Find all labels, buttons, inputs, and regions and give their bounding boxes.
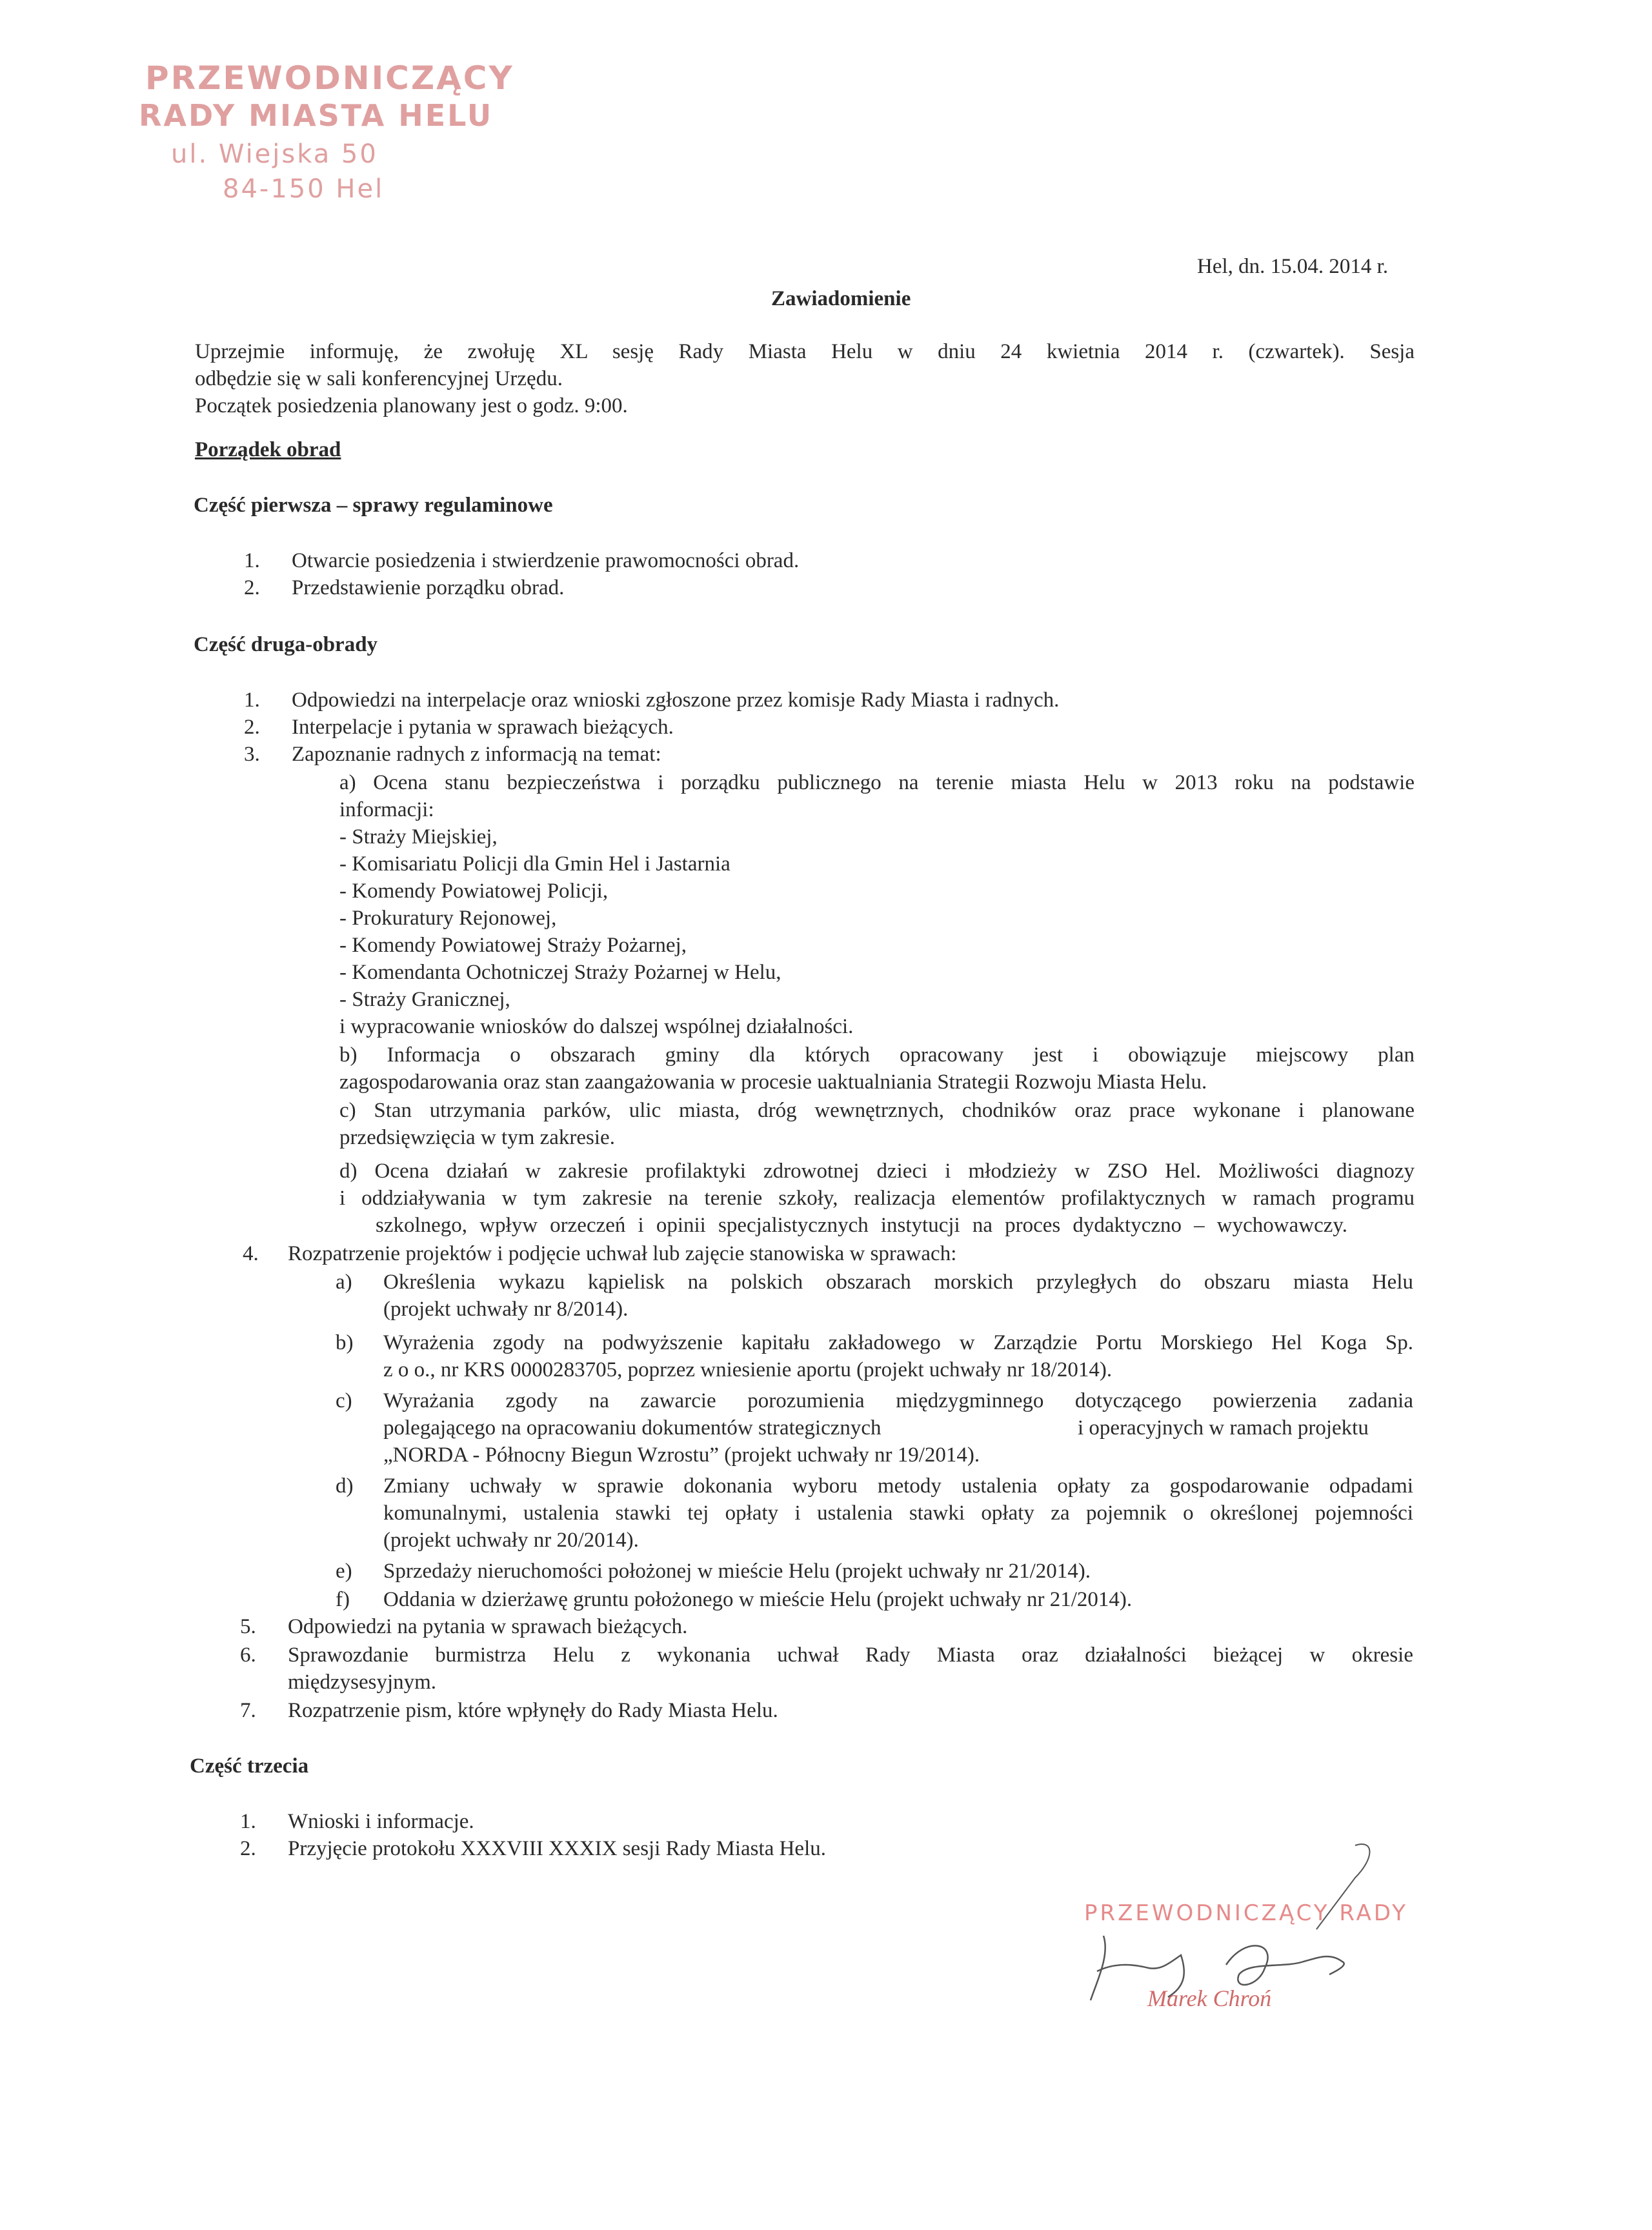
stamp-line-1: PRZEWODNICZĄCY <box>145 59 514 97</box>
part3-heading: Część trzecia <box>190 1754 309 1778</box>
sub-item-a-line-2: (projekt uchwały nr 8/2014). <box>383 1298 629 1321</box>
institution-item: - Straży Granicznej, <box>339 988 510 1011</box>
institution-item: - Komendanta Ochotniczej Straży Pożarnej w Helu, <box>339 961 781 984</box>
list-item: Otwarcie posiedzenia i stwierdzenie prawomocności obrad. <box>292 549 800 572</box>
list-item-number: 1. <box>240 1810 256 1833</box>
list-item: Rozpatrzenie pism, które wpłynęły do Rady Miasta Helu. <box>288 1699 778 1722</box>
item3-d-line-3: szkolnego, wpływ orzeczeń i opinii specjalistycznych instytucji na proces dydaktyczno – wychowawczy. <box>376 1214 1347 1237</box>
list-item-number: 2. <box>240 1837 256 1860</box>
list-item-number: 1. <box>244 688 260 712</box>
institution-item: - Komisariatu Policji dla Gmin Hel i Jastarnia <box>339 852 730 876</box>
list-item-number: 6. <box>240 1643 256 1667</box>
sub-item-d-line-1: Zmiany uchwały w sprawie dokonania wyboru metody ustalenia opłaty za gospodarowanie odpadami <box>383 1474 1413 1498</box>
sub-item-c-line-2b: i operacyjnych w ramach projektu <box>1078 1416 1369 1440</box>
item3-b-line-2: zagospodarowania oraz stan zaangażowania w procesie uaktualniania Strategii Rozwoju Miasta Helu. <box>339 1070 1207 1094</box>
item3-d-line-2: i oddziaływania w tym zakresie na terenie szkoły, realizacja elementów profilaktycznych w ramach programu <box>339 1187 1415 1210</box>
sub-item-c-line-1: Wyrażania zgody na zawarcie porozumienia międzygminnego dotyczącego powierzenia zadania <box>383 1389 1413 1412</box>
sub-letter: e) <box>336 1560 352 1583</box>
sub-item-d-line-3: (projekt uchwały nr 20/2014). <box>383 1529 639 1552</box>
list-item: Przyjęcie protokołu XXXVIII XXXIX sesji Rady Miasta Helu. <box>288 1837 826 1860</box>
sub-letter: d) <box>336 1474 354 1498</box>
intro-line-3: Początek posiedzenia planowany jest o godz. 9:00. <box>195 394 628 417</box>
institution-item: - Komendy Powiatowej Straży Pożarnej, <box>339 934 687 957</box>
stamp-line-2: RADY MIASTA HELU <box>139 98 494 133</box>
document-title: Zawiadomienie <box>771 287 911 310</box>
list-item-number: 5. <box>240 1615 256 1638</box>
part2-heading: Część druga-obrady <box>194 633 378 656</box>
item3-a-end: i wypracowanie wniosków do dalszej wspólnej działalności. <box>339 1015 854 1038</box>
list-item: Przedstawienie porządku obrad. <box>292 576 565 599</box>
list-item-number: 7. <box>240 1699 256 1722</box>
stamp-line-4: 84-150 Hel <box>223 174 385 204</box>
place-date: Hel, dn. 15.04. 2014 r. <box>1197 255 1389 278</box>
part1-heading: Część pierwsza – sprawy regulaminowe <box>194 494 553 517</box>
sub-letter: c) <box>336 1389 352 1412</box>
sub-item-b-line-1: Wyrażenia zgody na podwyższenie kapitału zakładowego w Zarządzie Portu Morskiego Hel Koga Sp. <box>383 1331 1413 1354</box>
list-item: Odpowiedzi na interpelacje oraz wnioski zgłoszone przez komisje Rady Miasta i radnych. <box>292 688 1060 712</box>
item3-a-line-2: informacji: <box>339 798 434 821</box>
item6-line-2: międzysesyjnym. <box>288 1671 437 1694</box>
intro-line-1: Uprzejmie informuję, że zwołuję XL sesję Rady Miasta Helu w dniu 24 kwietnia 2014 r. (czwartek). Sesja <box>195 340 1415 363</box>
institution-item: - Komendy Powiatowej Policji, <box>339 879 609 903</box>
sub-letter: f) <box>336 1588 350 1611</box>
list-item-number: 2. <box>244 716 260 739</box>
list-item-number: 3. <box>244 743 260 766</box>
sub-item-d-line-2: komunalnymi, ustalenia stawki tej opłaty i ustalenia stawki opłaty za pojemnik o określonej pojemności <box>383 1502 1413 1525</box>
institution-item: - Prokuratury Rejonowej, <box>339 907 557 930</box>
sub-item-c-line-3: „NORDA - Północny Biegun Wzrostu” (projekt uchwały nr 19/2014). <box>383 1443 980 1467</box>
list-item: Wnioski i informacje. <box>288 1810 474 1833</box>
list-item-number: 4. <box>243 1242 259 1265</box>
intro-line-2: odbędzie się w sali konferencyjnej Urzędu. <box>195 367 563 390</box>
institution-item: - Straży Miejskiej, <box>339 825 498 849</box>
item6-line-1: Sprawozdanie burmistrza Helu z wykonania uchwał Rady Miasta oraz działalności bieżącej w okresie <box>288 1643 1413 1667</box>
list-item-number: 2. <box>244 576 260 599</box>
item3-c-line-1: c) Stan utrzymania parków, ulic miasta, dróg wewnętrznych, chodników oraz prace wykonane i planowane <box>339 1099 1415 1122</box>
item3-d-line-1: d) Ocena działań w zakresie profilaktyki zdrowotnej dzieci i młodzieży w ZSO Hel. Możliwości diagnozy <box>339 1160 1415 1183</box>
item3-a-line-1: a) Ocena stanu bezpieczeństwa i porządku publicznego na terenie miasta Helu w 2013 roku na podstawie <box>339 771 1415 794</box>
sub-item-f: Oddania w dzierżawę gruntu położonego w mieście Helu (projekt uchwały nr 21/2014). <box>383 1588 1133 1611</box>
list-item: Rozpatrzenie projektów i podjęcie uchwał lub zajęcie stanowiska w sprawach: <box>288 1242 957 1265</box>
sub-item-c-line-2a: polegającego na opracowaniu dokumentów strategicznych <box>383 1416 881 1440</box>
sub-letter: b) <box>336 1331 354 1354</box>
item3-c-line-2: przedsięwzięcia w tym zakresie. <box>339 1126 615 1149</box>
sub-letter: a) <box>336 1271 352 1294</box>
list-item: Zapoznanie radnych z informacją na temat: <box>292 743 661 766</box>
list-item: Odpowiedzi na pytania w sprawach bieżących. <box>288 1615 688 1638</box>
sub-item-a-line-1: Określenia wykazu kąpielisk na polskich obszarach morskich przyległych do obszaru miasta Helu <box>383 1271 1413 1294</box>
agenda-title: Porządek obrad <box>195 438 341 461</box>
list-item-number: 1. <box>244 549 260 572</box>
sub-item-e: Sprzedaży nieruchomości położonej w mieście Helu (projekt uchwały nr 21/2014). <box>383 1560 1091 1583</box>
stamp-line-3: ul. Wiejska 50 <box>171 139 378 169</box>
signature-stamp: PRZEWODNICZĄCY RADY <box>1084 1900 1408 1926</box>
sub-item-b-line-2: z o o., nr KRS 0000283705, poprzez wniesienie aportu (projekt uchwały nr 18/2014). <box>383 1358 1113 1381</box>
signatory-name: Marek Chroń <box>1147 1985 1272 2011</box>
item3-b-line-1: b) Informacja o obszarach gminy dla których opracowany jest i obowiązuje miejscowy plan <box>339 1043 1415 1067</box>
list-item: Interpelacje i pytania w sprawach bieżących. <box>292 716 674 739</box>
